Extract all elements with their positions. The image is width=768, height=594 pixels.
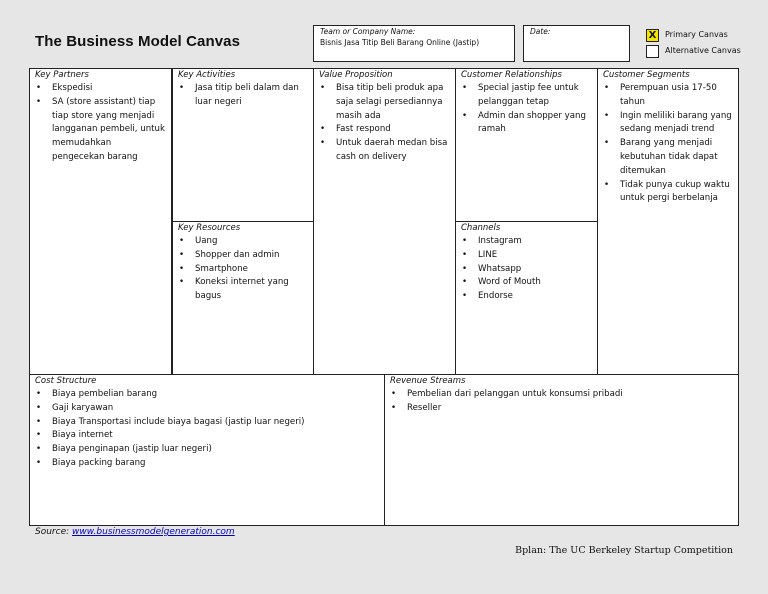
- revenue-streams-title: Revenue Streams: [390, 376, 466, 386]
- key-activities-block[interactable]: [173, 69, 313, 221]
- list-item: • Biaya internet: [35, 429, 379, 443]
- list-item: • Jasa titip beli dalam dan luar negeri: [178, 82, 308, 110]
- list-item: • Uang: [178, 235, 308, 249]
- team-name-box[interactable]: [313, 25, 515, 62]
- key-partners-block[interactable]: [30, 69, 171, 374]
- list-item: • Gaji karyawan: [35, 402, 379, 416]
- list-item: • Reseller: [390, 402, 733, 416]
- list-item: • Fast respond: [319, 123, 450, 137]
- list-item: • Bisa titip beli produk apa saja selagi persediannya masih ada: [319, 82, 450, 123]
- list-item: • Admin dan shopper yang ramah: [461, 110, 592, 138]
- primary-canvas-label: Primary Canvas: [665, 30, 728, 39]
- team-name-label: Team or Company Name:: [320, 27, 416, 36]
- list-item: • Endorse: [461, 290, 592, 304]
- date-label: Date:: [530, 27, 551, 36]
- source-label: Source:: [35, 527, 70, 537]
- list-item: • Ingin meliliki barang yang sedang menjadi trend: [603, 110, 733, 138]
- source-line: [35, 527, 235, 537]
- list-item: • Smartphone: [178, 263, 308, 277]
- list-item: • Barang yang menjadi kebutuhan tidak dapat ditemukan: [603, 137, 733, 178]
- list-item: • Pembelian dari pelanggan untuk konsumsi pribadi: [390, 388, 733, 402]
- list-item: • Biaya pembelian barang: [35, 388, 379, 402]
- channels-title: Channels: [461, 223, 501, 233]
- list-item: • SA (store assistant) tiap tiap store yang menjadi langganan pembeli, untuk memudahkan pengecekan barang: [35, 96, 166, 165]
- list-item: • Perempuan usia 17-50 tahun: [603, 82, 733, 110]
- alternative-canvas-label: Alternative Canvas: [665, 46, 741, 55]
- list-item: • Koneksi internet yang bagus: [178, 276, 308, 304]
- customer-relationships-title: Customer Relationships: [461, 70, 562, 80]
- cost-structure-list: [35, 388, 379, 471]
- list-item: • Biaya packing barang: [35, 457, 379, 471]
- credit-text: Bplan: The UC Berkeley Startup Competition: [515, 545, 733, 556]
- list-item: • Whatsapp: [461, 263, 592, 277]
- list-item: • LINE: [461, 249, 592, 263]
- list-item: • Instagram: [461, 235, 592, 249]
- revenue-streams-block[interactable]: [385, 375, 738, 525]
- value-proposition-list: [319, 82, 450, 165]
- page-title: The Business Model Canvas: [35, 33, 241, 50]
- channels-block[interactable]: [456, 222, 597, 374]
- list-item: • Biaya Transportasi include biaya bagasi (jastip luar negeri): [35, 416, 379, 430]
- customer-segments-block[interactable]: [598, 69, 738, 374]
- team-name-value: Bisnis Jasa Titip Beli Barang Online (Jastip): [320, 38, 480, 47]
- list-item: • Ekspedisi: [35, 82, 166, 96]
- customer-segments-title: Customer Segments: [603, 70, 690, 80]
- channels-list: [461, 235, 592, 304]
- source-link[interactable]: www.businessmodelgeneration.com: [72, 527, 235, 537]
- list-item: • Untuk daerah medan bisa cash on delivery: [319, 137, 450, 165]
- key-resources-block[interactable]: [173, 222, 313, 374]
- key-partners-title: Key Partners: [35, 70, 89, 80]
- primary-canvas-checkbox[interactable]: X: [646, 29, 659, 42]
- list-item: • Tidak punya cukup waktu untuk pergi berbelanja: [603, 179, 733, 207]
- list-item: • Word of Mouth: [461, 276, 592, 290]
- key-resources-title: Key Resources: [178, 223, 241, 233]
- list-item: • Special jastip fee untuk pelanggan tetap: [461, 82, 592, 110]
- key-activities-list: [178, 82, 308, 110]
- cost-structure-block[interactable]: [30, 375, 384, 525]
- date-box[interactable]: [523, 25, 630, 62]
- list-item: • Shopper dan admin: [178, 249, 308, 263]
- key-activities-title: Key Activities: [178, 70, 236, 80]
- key-partners-list: [35, 82, 166, 165]
- customer-relationships-list: [461, 82, 592, 137]
- canvas-grid: [29, 68, 739, 526]
- customer-segments-list: [603, 82, 733, 206]
- value-proposition-block[interactable]: [314, 69, 455, 374]
- list-item: • Biaya penginapan (jastip luar negeri): [35, 443, 379, 457]
- customer-relationships-block[interactable]: [456, 69, 597, 221]
- cost-structure-title: Cost Structure: [35, 376, 97, 386]
- alternative-canvas-checkbox[interactable]: [646, 45, 659, 58]
- revenue-streams-list: [390, 388, 733, 416]
- value-proposition-title: Value Proposition: [319, 70, 393, 80]
- key-resources-list: [178, 235, 308, 304]
